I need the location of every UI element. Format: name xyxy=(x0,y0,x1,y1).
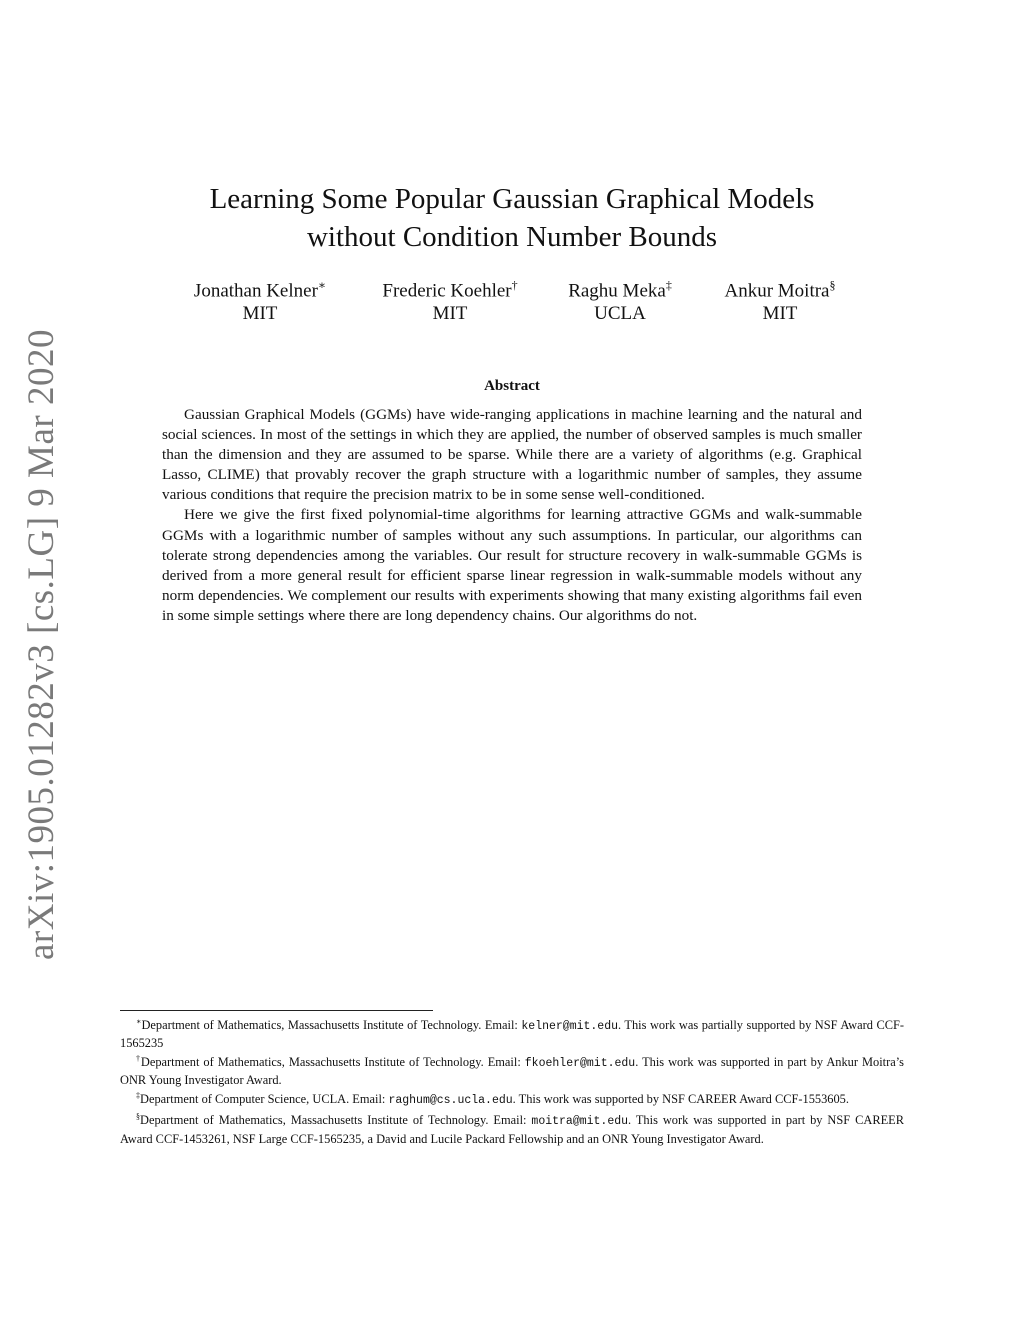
footnote-text: Department of Mathematics, Massachusetts Institute of Technology. Email: xyxy=(141,1018,522,1033)
footnote-text: . This work was supported in part by NSF CAREER Award CCF-1453261, NSF Large CCF-1565235, a David and Lucile Packard Fellowship and an ONR Young Investigator Award. xyxy=(120,1113,904,1146)
footnote-mark: ∗ xyxy=(136,1017,142,1026)
author-name: Raghu Meka xyxy=(568,280,666,302)
footnote-text: . This work was partially supported by NSF Award CCF-1565235 xyxy=(120,1018,904,1051)
footnote xyxy=(120,1088,904,1109)
author-block xyxy=(160,274,360,325)
email-address: moitra@mit.edu xyxy=(531,1115,629,1129)
footnote-mark: § xyxy=(136,1112,140,1122)
email-address: kelner@mit.edu xyxy=(521,1020,619,1034)
paper-title-line-1: Learning Some Popular Gaussian Graphical Models xyxy=(209,183,815,215)
email-address: fkoehler@mit.edu xyxy=(524,1057,636,1071)
footnote xyxy=(120,1051,904,1088)
footnote-mark: † xyxy=(136,1054,141,1064)
author-name: Frederic Koehler xyxy=(382,280,512,302)
footnote xyxy=(120,1014,904,1051)
footnote-text: Department of Computer Science, UCLA. Email: xyxy=(140,1092,389,1107)
footnote-divider xyxy=(120,1010,433,1011)
author-footnote-mark: ∗ xyxy=(317,278,327,292)
abstract-paragraph: Gaussian Graphical Models (GGMs) have wide-ranging applications in machine learning and the natural and social sciences. In most of the settings in which they are applied, the number of observed samples is much smaller than the dimension and they are assumed to be sparse. While there are a variety of algorithms (e.g. Graphical Lasso, CLIME) that provably recover the graph structure with a logarithmic number of samples, they assume various conditions that require the precision matrix to be in some sense well-conditioned. xyxy=(162,406,862,504)
author-affiliation: UCLA xyxy=(594,303,646,325)
author-list xyxy=(160,274,880,324)
footnote xyxy=(120,1109,904,1146)
author-block xyxy=(350,274,550,325)
author-affiliation: MIT xyxy=(762,303,798,325)
author-footnote-mark: † xyxy=(511,278,518,292)
author-block xyxy=(690,274,870,325)
footnote-text: . This work was supported in part by Ankur Moitra’s ONR Young Investigator Award. xyxy=(120,1055,904,1088)
abstract-paragraph: Here we give the first fixed polynomial-time algorithms for learning attractive GGMs and walk-summable GGMs with a logarithmic number of samples without any such assumptions. In particular, our algorithms can tolerate strong dependencies among the variables. Our result for structure recovery in walk-summable GGMs is derived from a more general result for efficient sparse linear regression in walk-summable models without any norm dependencies. We complement our results with experiments showing that many existing algorithms fail even in some simple settings where there are long dependency chains. Our algorithms do not. xyxy=(162,506,862,624)
footnote-text: Department of Mathematics, Massachusetts Institute of Technology. Email: xyxy=(140,1055,525,1070)
author-name: Ankur Moitra xyxy=(724,280,830,302)
author-block xyxy=(530,274,710,325)
footnote-mark: ‡ xyxy=(136,1091,140,1101)
paper-title-line-2: without Condition Number Bounds xyxy=(306,221,718,253)
email-address: raghum@cs.ucla.edu xyxy=(388,1094,513,1108)
paper-title xyxy=(120,180,904,256)
author-footnote-mark: § xyxy=(829,278,836,292)
abstract-heading: Abstract xyxy=(484,378,540,394)
arxiv-identifier-stamp: arXiv:1905.01282v3 [cs.LG] 9 Mar 2020 xyxy=(21,329,62,960)
abstract-body xyxy=(162,405,862,626)
author-affiliation: MIT xyxy=(242,303,278,325)
author-affiliation: MIT xyxy=(432,303,468,325)
footnote-text: Department of Mathematics, Massachusetts Institute of Technology. Email: xyxy=(140,1113,532,1128)
footnotes xyxy=(120,1014,904,1147)
footnote-text: . This work was supported by NSF CAREER Award CCF-1553605. xyxy=(512,1092,849,1107)
author-name: Jonathan Kelner xyxy=(193,280,318,302)
author-footnote-mark: ‡ xyxy=(665,278,672,292)
